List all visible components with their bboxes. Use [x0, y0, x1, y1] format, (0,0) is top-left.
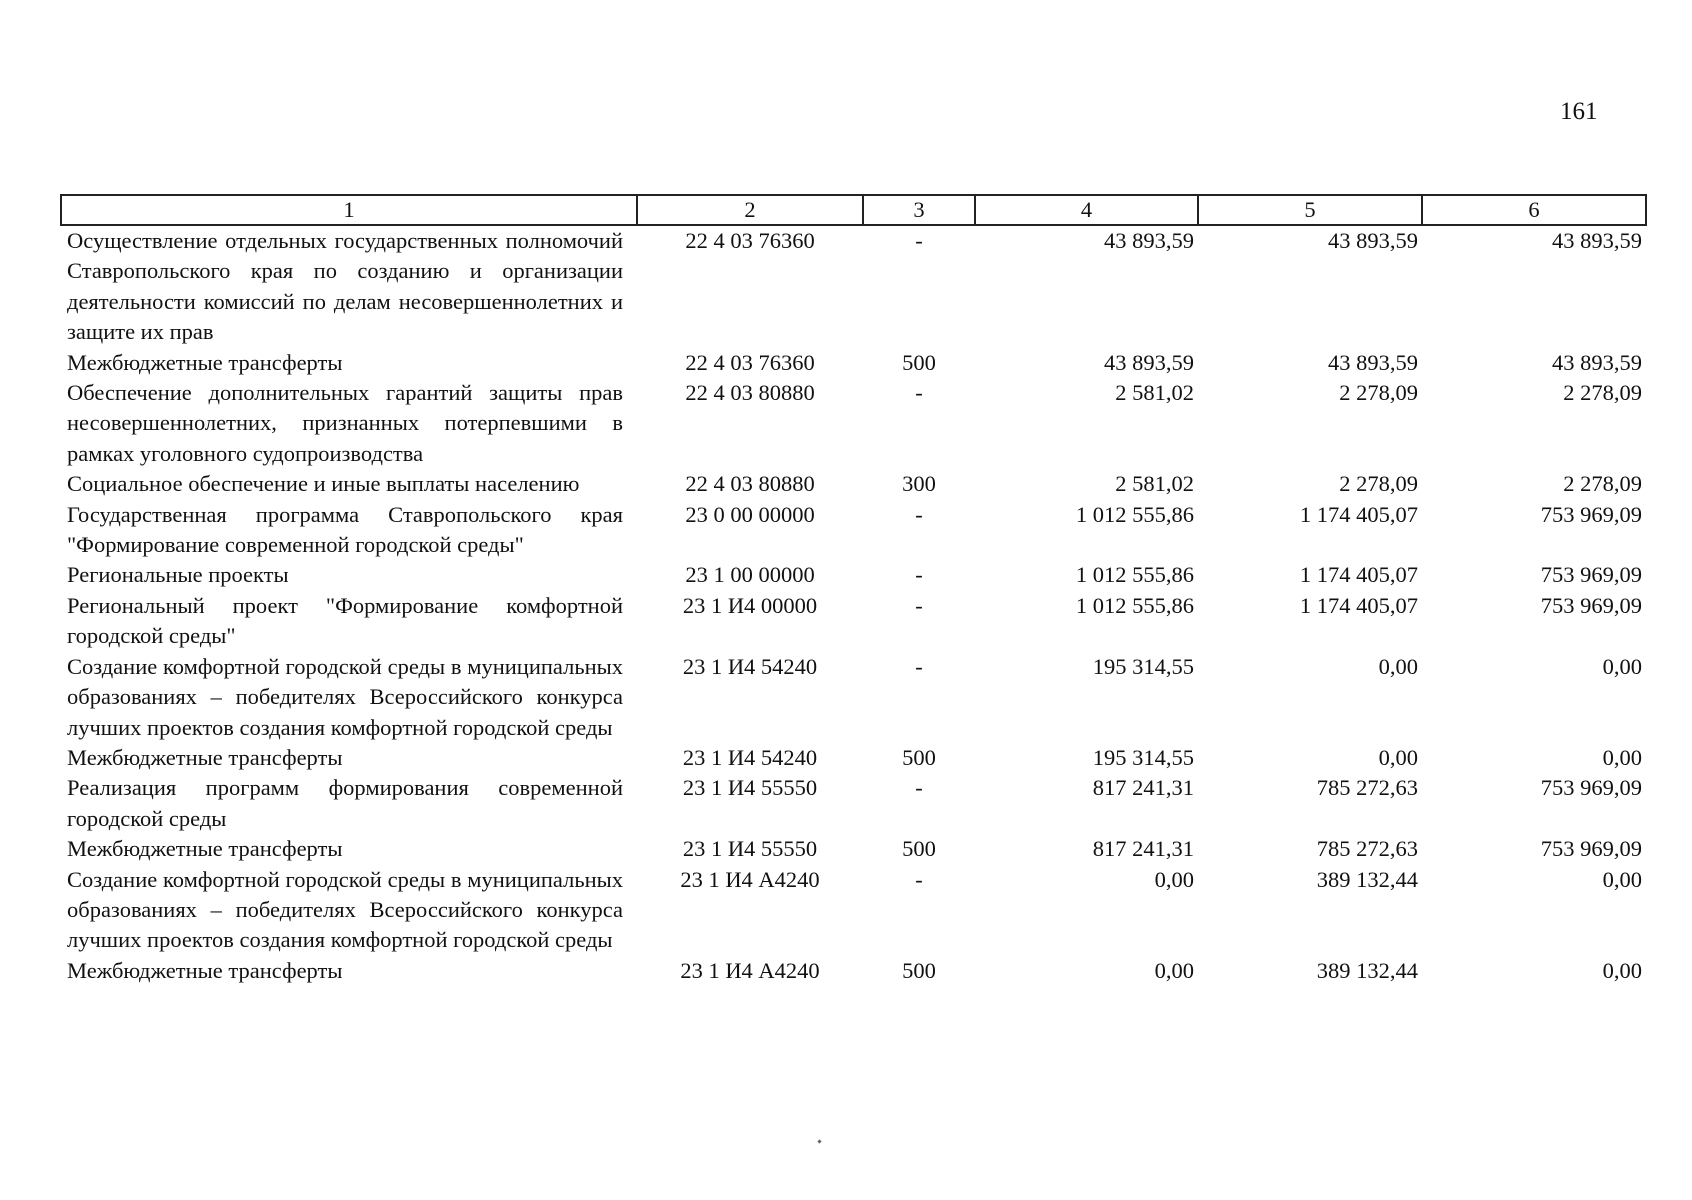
table-row	[61, 652, 1646, 743]
item-name: Государственная программа Ставропольского края "Формирование современной городской среды"	[67, 501, 623, 558]
amount-col6: 43 893,59	[1552, 349, 1642, 375]
table-row	[61, 500, 1646, 561]
table-row	[61, 560, 1646, 590]
column-header-4: 4	[975, 195, 1198, 225]
expense-type: 500	[902, 744, 936, 770]
table-row	[61, 834, 1646, 864]
table-row	[61, 743, 1646, 773]
item-name: Межбюджетные трансферты	[67, 744, 343, 770]
item-name: Создание комфортной городской среды в муниципальных образованиях – победителях Всероссийского конкурса лучших проектов создания комфортной городской среды	[67, 653, 623, 740]
table-row	[61, 348, 1646, 378]
amount-col4: 195 314,55	[1092, 744, 1194, 770]
amount-col6: 753 969,09	[1540, 775, 1642, 801]
amount-col6: 753 969,09	[1540, 562, 1642, 588]
header-row	[61, 195, 1646, 225]
table-row	[61, 469, 1646, 499]
amount-col5: 1 174 405,07	[1299, 562, 1418, 588]
amount-col5: 785 272,63	[1316, 775, 1418, 801]
amount-col5: 43 893,59	[1328, 228, 1418, 253]
target-code: 23 1 И4 54240	[682, 653, 818, 679]
item-name: Межбюджетные трансферты	[67, 836, 343, 862]
item-name: Социальное обеспечение и иные выплаты населению	[67, 471, 580, 497]
column-header-6: 6	[1422, 195, 1646, 225]
target-code: 23 1 И4 54240	[682, 744, 818, 770]
amount-col5: 0,00	[1378, 744, 1418, 770]
column-header-3: 3	[863, 195, 975, 225]
amount-col4: 0,00	[1154, 866, 1194, 892]
page-number: 161	[1560, 98, 1598, 125]
amount-col6: 2 278,09	[1563, 471, 1642, 497]
table-row	[61, 956, 1646, 986]
amount-col6: 753 969,09	[1540, 836, 1642, 862]
amount-col4: 1 012 555,86	[1075, 562, 1194, 588]
target-code: 22 4 03 76360	[685, 349, 815, 375]
amount-col6: 753 969,09	[1540, 501, 1642, 527]
amount-col6: 753 969,09	[1540, 592, 1642, 618]
column-header-1: 1	[61, 195, 637, 225]
expense-type: -	[915, 380, 923, 406]
column-header-2: 2	[637, 195, 863, 225]
expense-type: -	[915, 653, 923, 679]
amount-col6: 43 893,59	[1552, 228, 1642, 253]
target-code: 23 1 И4 00000	[682, 592, 818, 618]
amount-col5: 2 278,09	[1339, 380, 1418, 406]
expense-type: 500	[902, 349, 936, 375]
budget-table	[60, 194, 1647, 986]
expense-type: 500	[902, 957, 936, 983]
amount-col4: 817 241,31	[1092, 836, 1194, 862]
amount-col5: 1 174 405,07	[1299, 501, 1418, 527]
target-code: 22 4 03 76360	[685, 228, 815, 253]
column-header-5: 5	[1198, 195, 1422, 225]
item-name: Обеспечение дополнительных гарантий защиты прав несовершеннолетних, признанных потерпевшими в рамках уголовного судопроизводства	[67, 380, 623, 466]
target-code: 23 0 00 00000	[685, 501, 815, 527]
expense-type: 300	[902, 471, 936, 497]
target-code: 22 4 03 80880	[685, 471, 815, 497]
amount-col6: 0,00	[1602, 866, 1642, 892]
expense-type: -	[915, 592, 923, 618]
amount-col4: 2 581,02	[1115, 380, 1194, 406]
target-code: 23 1 И4 55550	[682, 775, 818, 801]
target-code: 23 1 И4 А4240	[680, 957, 820, 983]
amount-col5: 389 132,44	[1316, 957, 1418, 983]
amount-col5: 785 272,63	[1316, 836, 1418, 862]
amount-col4: 2 581,02	[1115, 471, 1194, 497]
expense-type: -	[915, 562, 923, 588]
expense-type: 500	[902, 836, 936, 862]
amount-col4: 1 012 555,86	[1075, 592, 1194, 618]
amount-col4: 195 314,55	[1092, 653, 1194, 679]
amount-col4: 817 241,31	[1092, 775, 1194, 801]
item-name: Межбюджетные трансферты	[67, 349, 343, 375]
amount-col6: 2 278,09	[1563, 380, 1642, 406]
table-row	[61, 865, 1646, 956]
table-row	[61, 591, 1646, 652]
table-row	[61, 773, 1646, 834]
expense-type: -	[915, 501, 923, 527]
amount-col4: 43 893,59	[1104, 228, 1194, 253]
target-code: 23 1 И4 55550	[682, 836, 818, 862]
target-code: 23 1 00 00000	[685, 562, 815, 588]
amount-col4: 0,00	[1154, 957, 1194, 983]
item-name: Осуществление отдельных государственных полномочий Ставропольского края по созданию и организации деятельности комиссий по делам несовершеннолетних и защите их прав	[67, 228, 623, 345]
amount-col5: 1 174 405,07	[1299, 592, 1418, 618]
amount-col5: 0,00	[1378, 653, 1418, 679]
amount-col6: 0,00	[1602, 653, 1642, 679]
item-name: Создание комфортной городской среды в муниципальных образованиях – победителях Всероссийского конкурса лучших проектов создания комфортной городской среды	[67, 866, 623, 953]
item-name: Региональный проект "Формирование комфортной городской среды"	[67, 592, 623, 649]
target-code: 22 4 03 80880	[685, 380, 815, 406]
amount-col6: 0,00	[1602, 957, 1642, 983]
item-name: Региональные проекты	[67, 562, 289, 588]
item-name: Межбюджетные трансферты	[67, 957, 343, 983]
expense-type: -	[915, 866, 923, 892]
amount-col4: 1 012 555,86	[1075, 501, 1194, 527]
amount-col5: 2 278,09	[1339, 471, 1418, 497]
target-code: 23 1 И4 А4240	[680, 866, 820, 892]
scan-speck	[817, 1139, 821, 1143]
amount-col6: 0,00	[1602, 744, 1642, 770]
expense-type: -	[915, 775, 923, 801]
amount-col4: 43 893,59	[1104, 349, 1194, 375]
amount-col5: 389 132,44	[1316, 866, 1418, 892]
amount-col5: 43 893,59	[1328, 349, 1418, 375]
item-name: Реализация программ формирования современной городской среды	[67, 775, 623, 831]
table-row	[61, 225, 1646, 348]
table-row	[61, 378, 1646, 469]
expense-type: -	[915, 228, 923, 253]
